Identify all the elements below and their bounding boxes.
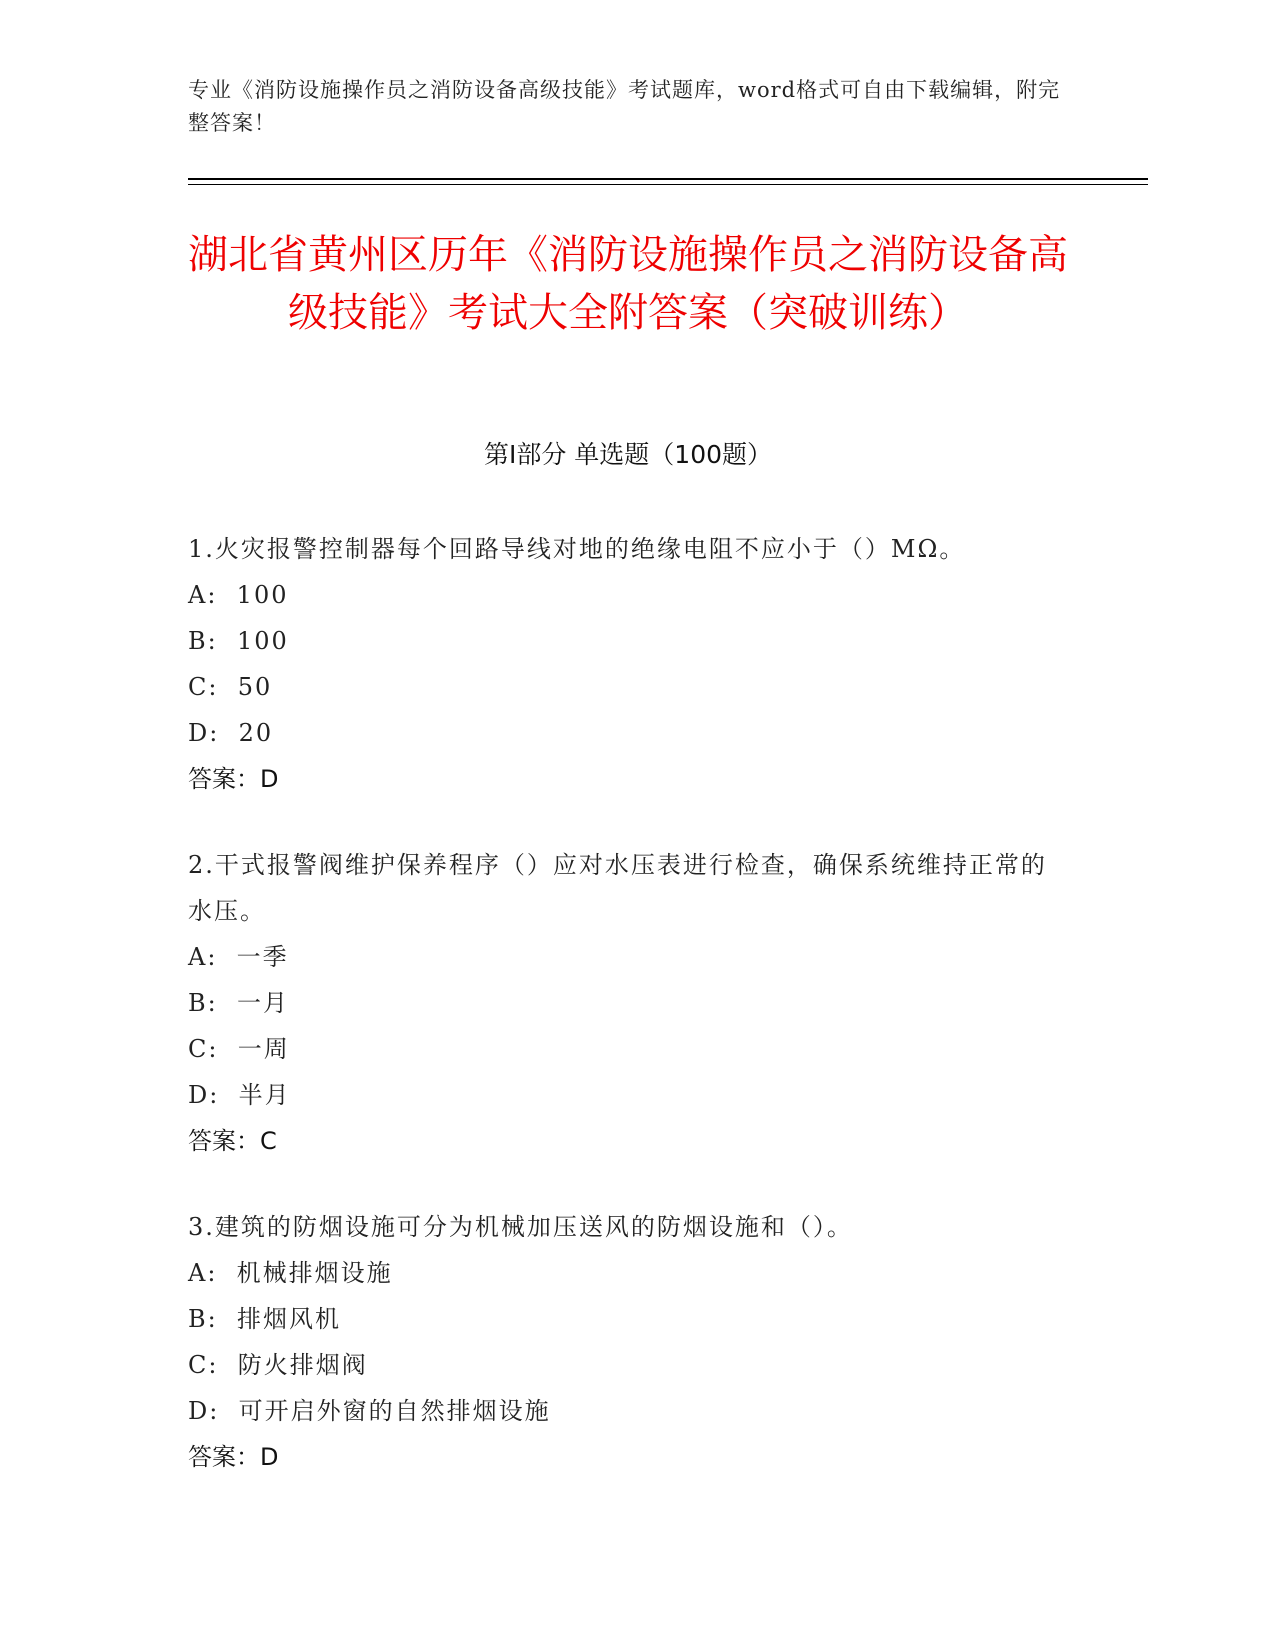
header-divider-thin (188, 184, 1148, 185)
option-d: D: 半月 (188, 1081, 291, 1109)
answer: 答案：C (188, 1127, 277, 1155)
option-a: A: 机械排烟设施 (188, 1259, 393, 1287)
document-title: 湖北省黄州区历年《消防设施操作员之消防设备高级技能》考试大全附答案（突破训练） (188, 232, 1068, 336)
option-c: C: 防火排烟阀 (188, 1351, 368, 1379)
option-c: C: 一周 (188, 1035, 290, 1063)
option-b: B: 一月 (188, 989, 289, 1017)
header-divider-thick (188, 178, 1148, 180)
question-list (188, 526, 1068, 1520)
question-2 (188, 842, 1068, 1164)
option-c: C: 50 (188, 673, 273, 701)
option-a: A: 100 (188, 581, 289, 609)
section-title: 第I部分 单选题（100题） (483, 440, 773, 469)
question-stem: 1.火灾报警控制器每个回路导线对地的绝缘电阻不应小于（）MΩ。 (188, 535, 966, 563)
question-stem: 2.干式报警阀维护保养程序（）应对水压表进行检查，确保系统维持正常的水压。 (188, 851, 1047, 925)
option-b: B: 100 (188, 627, 289, 655)
option-d: D: 20 (188, 719, 274, 747)
question-3 (188, 1204, 1068, 1480)
question-1 (188, 526, 1068, 802)
option-a: A: 一季 (188, 943, 289, 971)
header-note: 专业《消防设施操作员之消防设备高级技能》考试题库，word格式可自由下载编辑，附完整答案！ (188, 78, 1061, 135)
answer: 答案：D (188, 765, 279, 793)
question-stem: 3.建筑的防烟设施可分为机械加压送风的防烟设施和（）。 (188, 1213, 853, 1241)
option-d: D: 可开启外窗的自然排烟设施 (188, 1397, 551, 1425)
option-b: B: 排烟风机 (188, 1305, 341, 1333)
answer: 答案：D (188, 1443, 279, 1471)
